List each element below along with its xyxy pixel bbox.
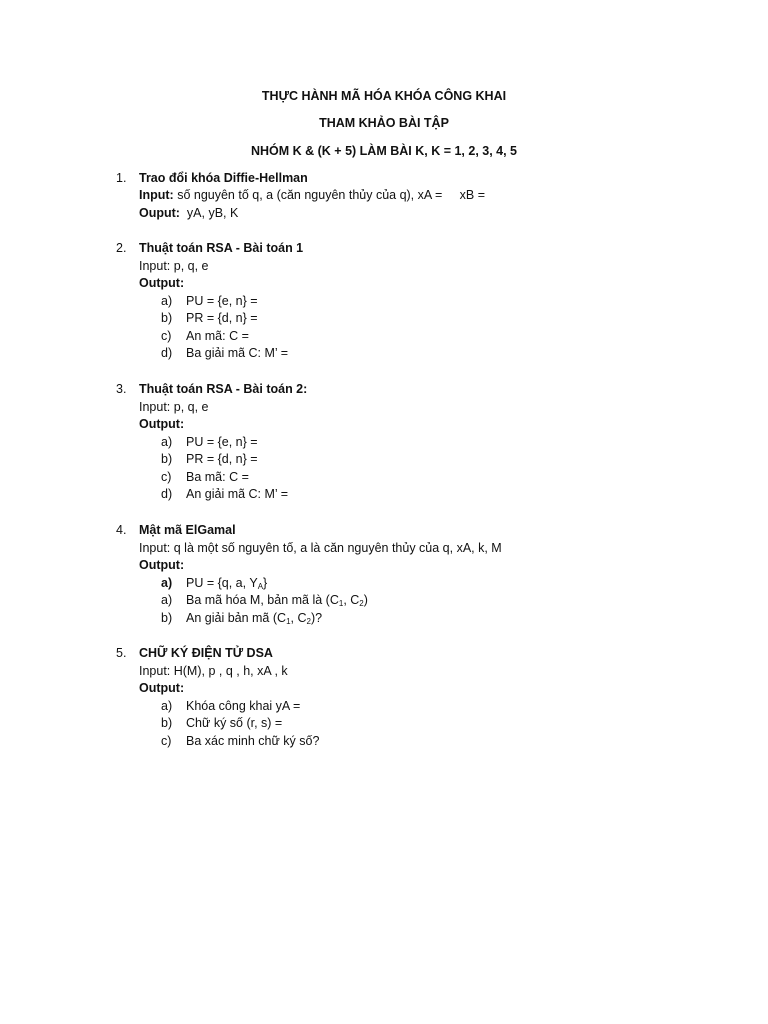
item-text: }	[263, 576, 268, 590]
section-5-output-label: Output:	[139, 681, 185, 695]
list-marker: a)	[161, 435, 173, 449]
list-item: Khóa công khai yA =	[186, 699, 301, 713]
document-subtitle: THAM KHẢO BÀI TẬP	[319, 116, 449, 130]
list-marker: b)	[161, 611, 173, 625]
item-text: Ba mã hóa M, bản mã là (C	[186, 593, 339, 607]
list-marker: b)	[161, 311, 173, 325]
group-assignment-line: NHÓM K & (K + 5) LÀM BÀI K, K = 1, 2, 3, 4, 5	[250, 144, 518, 158]
item-text: )	[363, 593, 368, 607]
section-3-input: Input: p, q, e	[139, 400, 209, 414]
list-item: PR = {d, n} =	[186, 452, 258, 466]
list-marker: a)	[161, 699, 173, 713]
subscript: 2	[306, 617, 311, 626]
list-marker: d)	[161, 346, 173, 360]
item-text: , C	[290, 611, 307, 625]
section-4-title: Mật mã ElGamal	[139, 523, 236, 537]
section-1-title: Trao đổi khóa Diffie-Hellman	[139, 171, 308, 185]
list-item: Ba giải mã C: M’ =	[186, 346, 289, 360]
list-item: An giải mã C: M’ =	[186, 487, 289, 501]
section-2-title: Thuật toán RSA - Bài toán 1	[139, 241, 304, 255]
item-text: )?	[310, 611, 323, 625]
list-item	[186, 575, 267, 591]
item-text: , C	[343, 593, 360, 607]
list-marker: c)	[161, 470, 172, 484]
section-4-input: Input: q là một số nguyên tố, a là căn nguyên thủy của q, xA, k, M	[139, 541, 502, 555]
list-item: PU = {e, n} =	[186, 435, 258, 449]
section-5-title: CHỮ KÝ ĐIỆN TỬ DSA	[139, 646, 273, 660]
section-4-number: 4.	[116, 523, 127, 537]
item-text: An giải bản mã (C	[186, 611, 287, 625]
input-text: số nguyên tố q, a (căn nguyên thủy của q), xA = xB =	[173, 188, 486, 202]
list-marker: b)	[161, 716, 173, 730]
list-marker: a)	[161, 576, 173, 590]
list-item: Ba xác minh chữ ký số?	[186, 734, 320, 748]
list-marker: c)	[161, 329, 172, 343]
subscript: 1	[286, 617, 291, 626]
section-4-output-label: Output:	[139, 558, 185, 572]
list-item: PU = {e, n} =	[186, 294, 258, 308]
list-item: Ba mã: C =	[186, 470, 249, 484]
subscript: 2	[359, 599, 364, 608]
section-3-title: Thuật toán RSA - Bài toán 2:	[139, 382, 308, 396]
section-3-output-label: Output:	[139, 417, 185, 431]
item-text: PU = {q, a, Y	[186, 576, 258, 590]
output-label: Ouput:	[139, 206, 180, 220]
list-item: PR = {d, n} =	[186, 311, 258, 325]
list-item: Chữ ký số (r, s) =	[186, 716, 283, 730]
section-5-input: Input: H(M), p , q , h, xA , k	[139, 664, 288, 678]
section-1-output	[139, 205, 238, 221]
list-marker: a)	[161, 593, 173, 607]
list-item: An mã: C =	[186, 329, 249, 343]
section-2-input: Input: p, q, e	[139, 259, 209, 273]
section-1-input	[139, 187, 485, 203]
section-2-output-label: Output:	[139, 276, 185, 290]
output-text: yA, yB, K	[179, 206, 239, 220]
subscript: 1	[338, 599, 344, 608]
list-item	[186, 610, 322, 626]
section-1-number: 1.	[116, 171, 127, 185]
section-3-number: 3.	[116, 382, 127, 396]
list-marker: c)	[161, 734, 172, 748]
list-marker: b)	[161, 452, 173, 466]
input-label: Input:	[139, 188, 174, 202]
document-title: THỰC HÀNH MÃ HÓA KHÓA CÔNG KHAI	[261, 89, 507, 103]
list-marker: d)	[161, 487, 173, 501]
list-marker: a)	[161, 294, 173, 308]
section-5-number: 5.	[116, 646, 127, 660]
list-item	[186, 592, 368, 608]
subscript: A	[257, 582, 264, 591]
section-2-number: 2.	[116, 241, 127, 255]
